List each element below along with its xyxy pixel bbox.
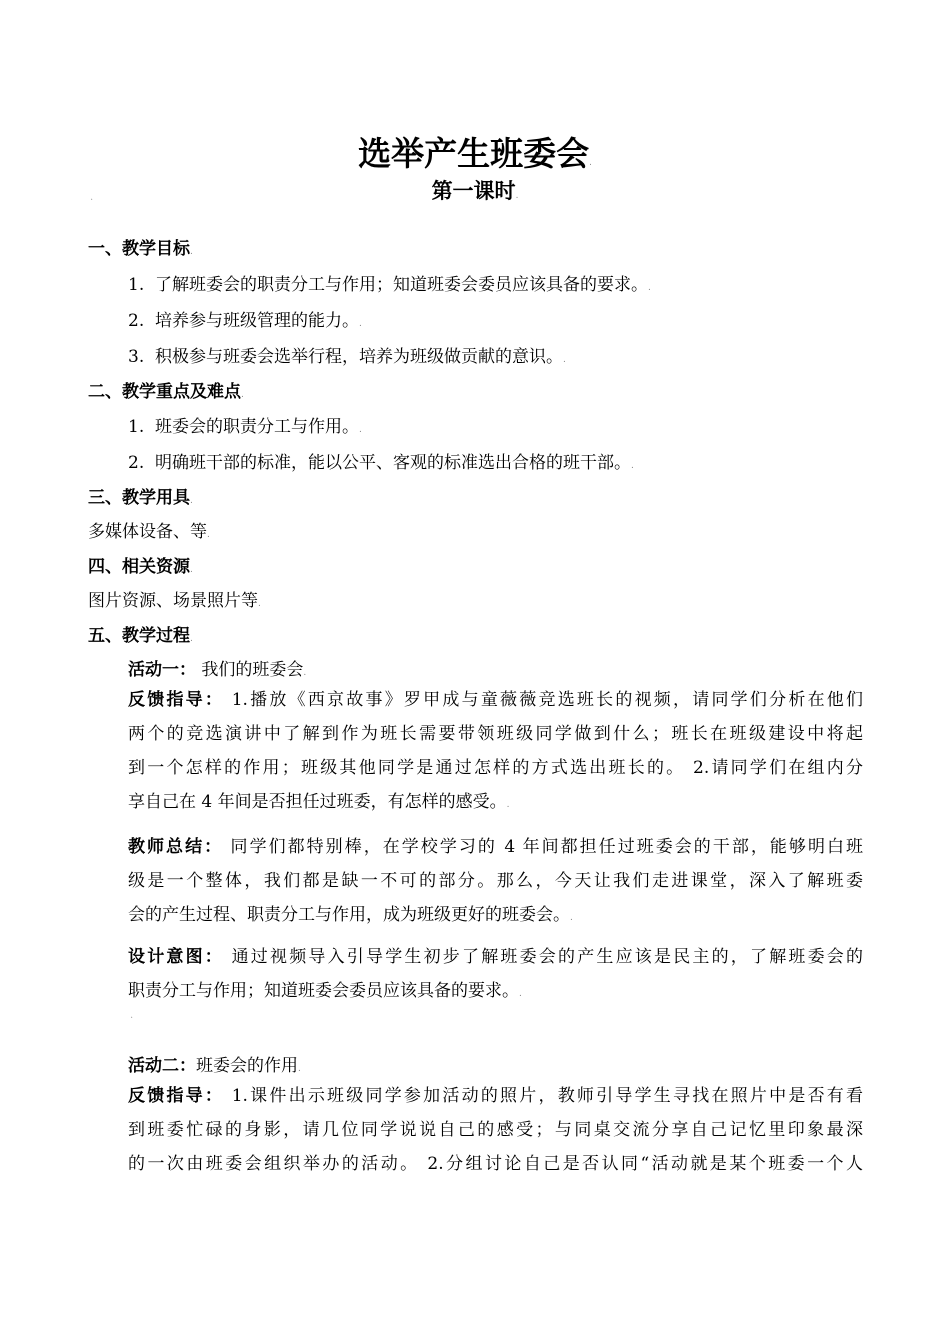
section-heading-tools: 三、教学用具.: [88, 488, 193, 508]
paragraph-mark: .: [130, 1010, 134, 1021]
paragraph-mark: .: [90, 192, 94, 203]
section-heading-resources: 四、相关资源.: [88, 557, 193, 577]
activity1-design: 设计意图： 通过视频导入引导学生初步了解班委会的产生应该是民主的，了解班委会的 职责分工与作用；知道班委会委员应该具备的要求。.: [128, 947, 863, 1001]
activity2-feedback: 反馈指导： 1.课件出示班级同学参加活动的照片，教师引导学生寻找在照片中是否有看 到班委忙碌的身影，请几位同学说说自己的感受；与同桌交流分享自己记忆里印象最深 的一次由班委会组织举办的活动。 2.分组讨论自己是否认同“活动就是某个班委一个人: [128, 1086, 863, 1174]
list-item: 1. 了解班委会的职责分工与作用；知道班委会委员应该具备的要求。.: [128, 275, 651, 295]
activity1-feedback: 反馈指导： 1.播放《西京故事》罗甲成与童薇薇竞选班长的视频，请同学们分析在他们 两个的竞选演讲中了解到作为班长需要带领班级同学做到什么；班长在班级建设中将起 到一个怎样的作用；班级其他同学是通过怎样的方式选出班长的。 2.请同学们在组内分 享自己在 4 年间是否担任过班委，有怎样的感受。.: [128, 690, 863, 812]
list-item: 2. 培养参与班级管理的能力。.: [128, 311, 362, 331]
tools-text: 多媒体设备、等.: [88, 522, 210, 542]
section-heading-key-points: 二、教学重点及难点.: [88, 382, 244, 402]
activity2-title: 活动二：班委会的作用.: [128, 1056, 301, 1076]
section-heading-goals: 一、教学目标.: [88, 239, 193, 259]
list-item: 1. 班委会的职责分工与作用。.: [128, 417, 362, 437]
activity1-summary: 教师总结： 同学们都特别棒，在学校学习的 4 年间都担任过班委会的干部，能够明白班 级是一个整体，我们都是缺一不可的部分。那么，今天让我们走进课堂，深入了解班委 会的产生过程、职责分工与作用，成为班级更好的班委会。.: [128, 837, 863, 925]
page-title: 选举产生班委会.: [358, 134, 592, 173]
section-heading-process: 五、教学过程.: [88, 626, 193, 646]
activity1-title: 活动一： 我们的班委会.: [128, 660, 307, 680]
page-subtitle: 第一课时.: [431, 179, 519, 203]
list-item: 3. 积极参与班委会选举行程，培养为班级做贡献的意识。.: [128, 347, 566, 367]
resources-text: 图片资源、场景照片等.: [88, 591, 261, 611]
list-item: 2. 明确班干部的标准，能以公平、客观的标准选出合格的班干部。.: [128, 453, 634, 473]
